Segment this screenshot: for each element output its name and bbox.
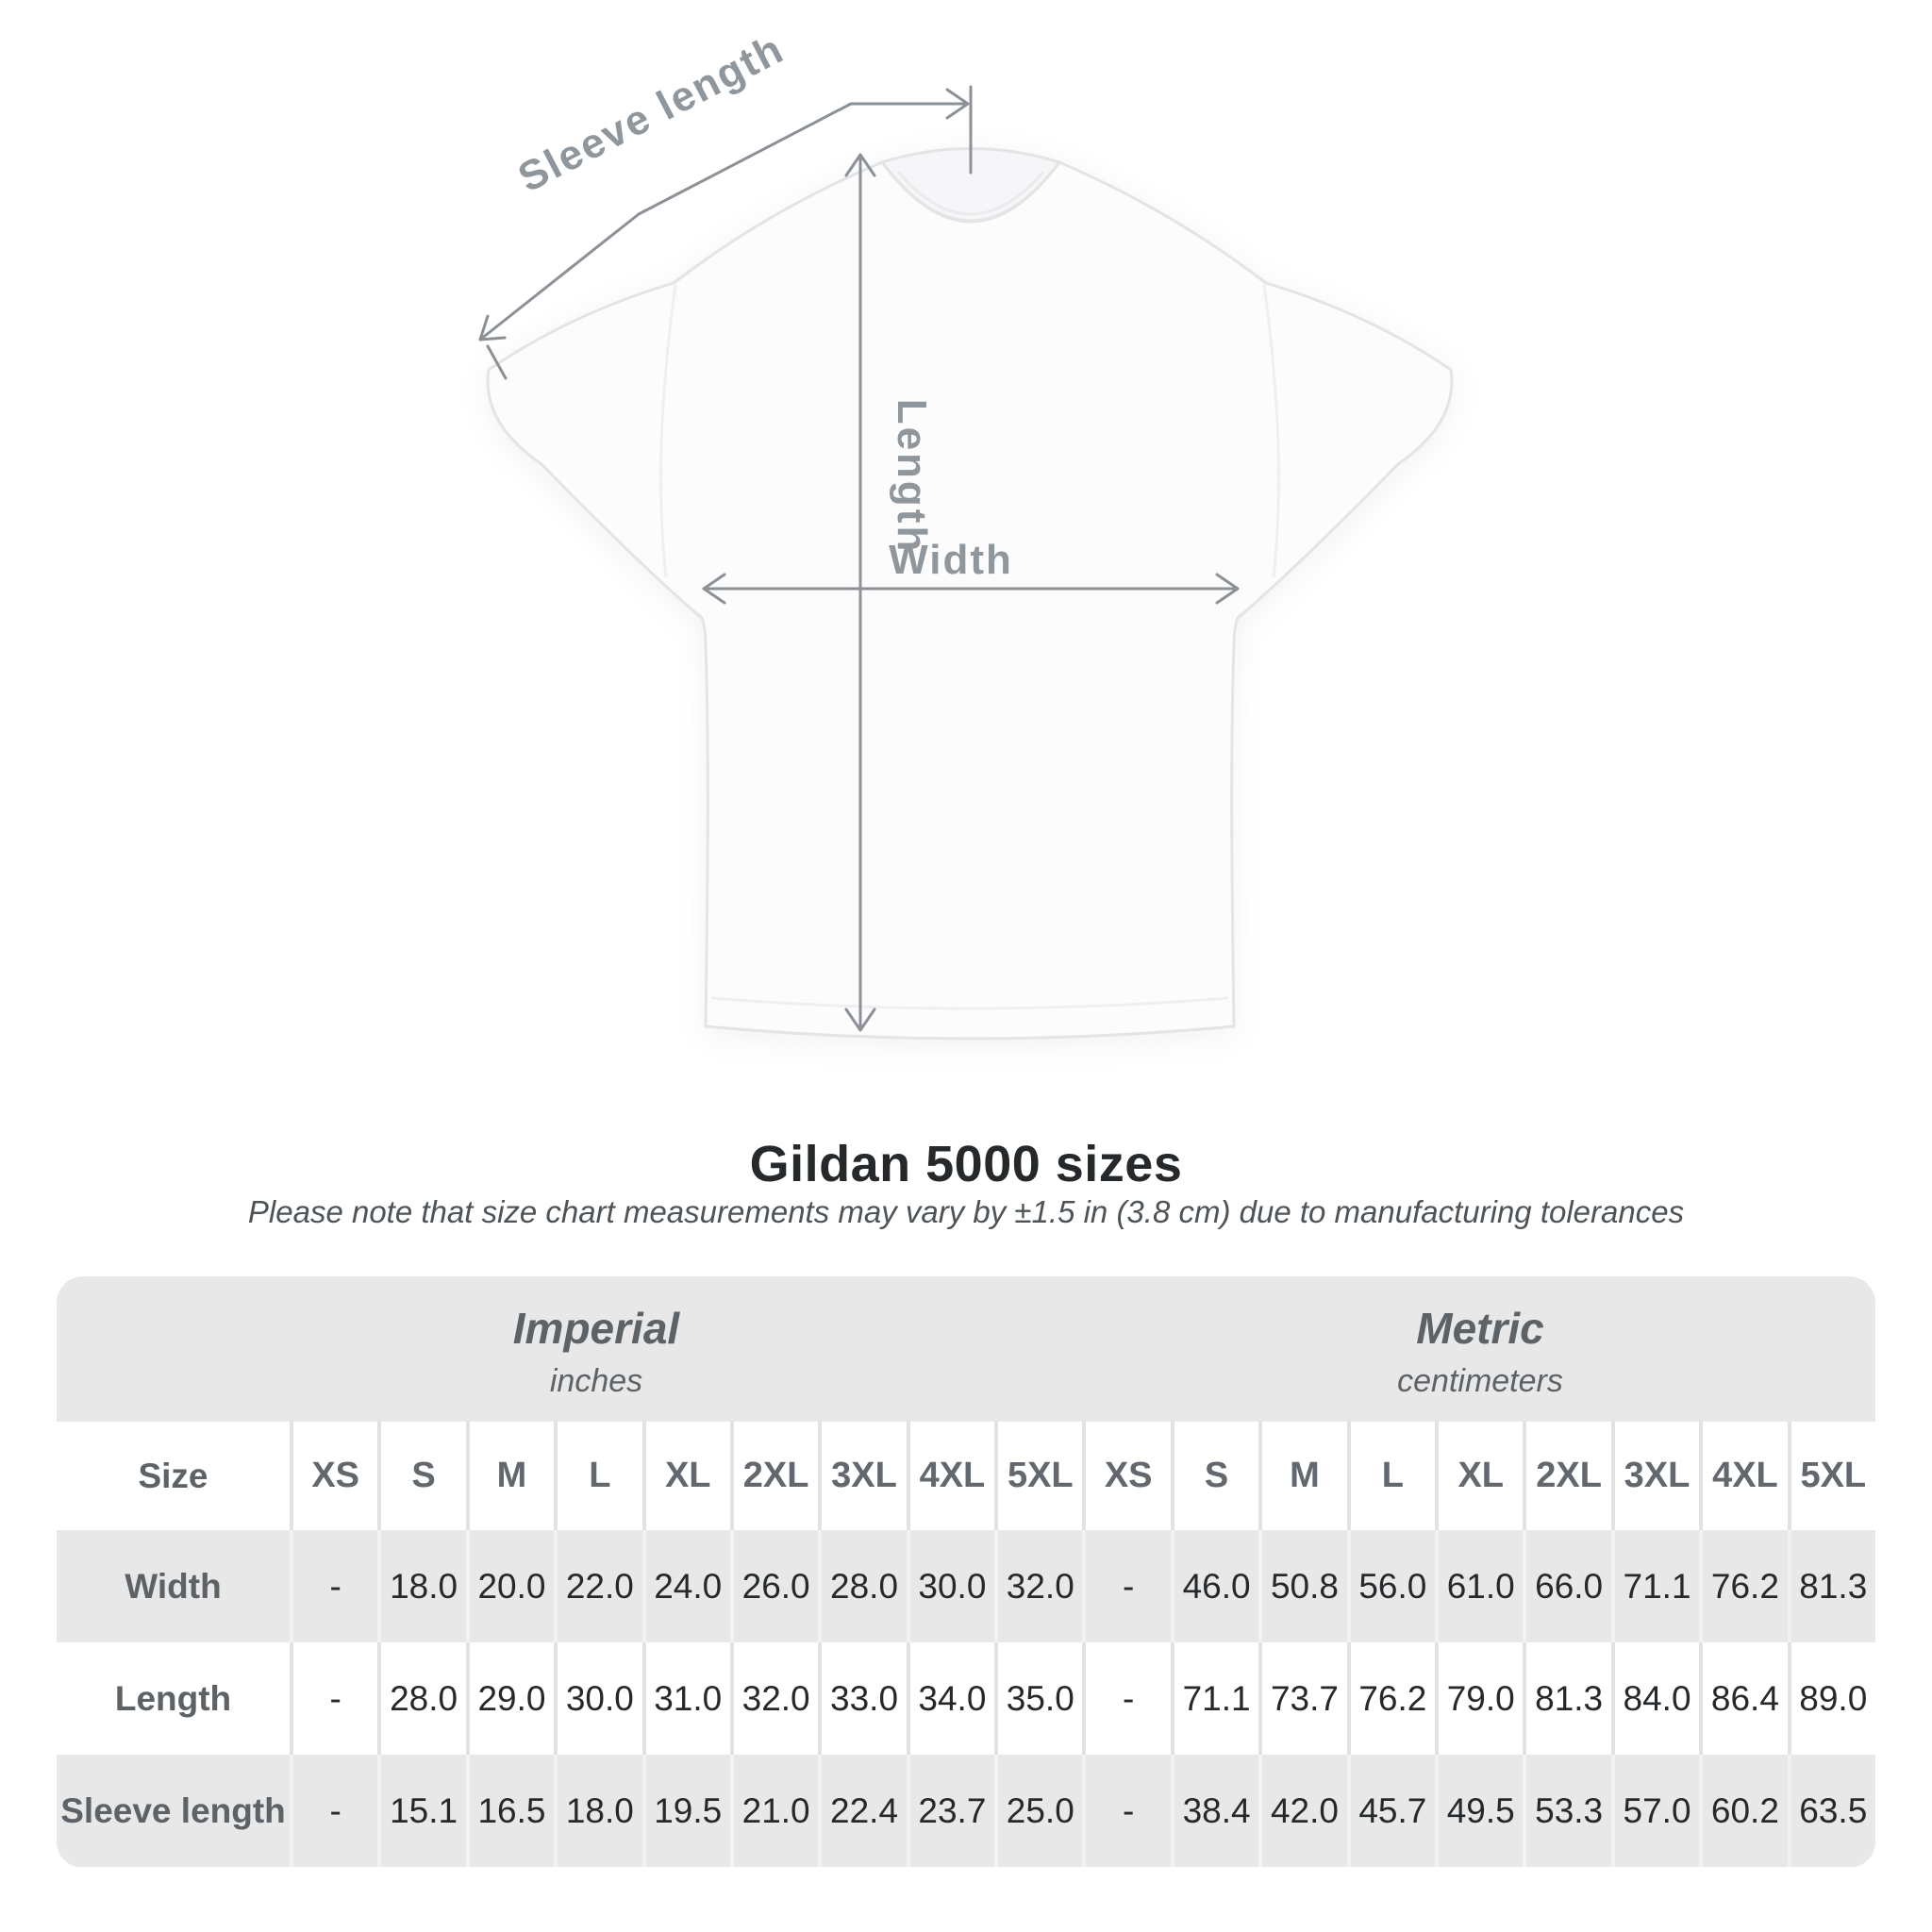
measurement-value: 56.0 [1347,1530,1435,1642]
measurement-value: 30.0 [554,1642,641,1755]
measurement-row-label: Width [125,1566,222,1606]
measurement-value: 34.0 [907,1642,994,1755]
size-column-head: S [1171,1422,1258,1530]
measurement-value: - [1082,1755,1170,1867]
measurement-value: 42.0 [1258,1755,1346,1867]
page-title: Gildan 5000 sizes [749,1136,1183,1192]
measurement-value: 71.1 [1611,1530,1699,1642]
size-column-head: L [554,1422,641,1530]
measurement-value: 35.0 [994,1642,1082,1755]
size-chart-table [57,1276,1875,1868]
measurement-value: - [1082,1642,1170,1755]
measurement-value: 28.0 [377,1642,465,1755]
measurement-value: 18.0 [377,1530,465,1642]
measurement-value: 84.0 [1611,1642,1699,1755]
measurement-value: 30.0 [907,1530,994,1642]
measurement-value: 76.2 [1699,1530,1787,1642]
size-column-head: 4XL [1699,1422,1787,1530]
size-column-head: XL [642,1422,730,1530]
size-column-head: 5XL [994,1422,1082,1530]
measurement-row-label: Length [114,1678,232,1718]
size-column-head: 2XL [1523,1422,1610,1530]
measurement-value: 81.3 [1788,1530,1875,1642]
measurement-value: 32.0 [994,1530,1082,1642]
measurement-value: 19.5 [642,1755,730,1867]
size-column-head: 2XL [730,1422,818,1530]
size-header-row [57,1422,1875,1530]
measurement-value: 28.0 [818,1530,906,1642]
unit-group-metric [1197,1303,1763,1400]
measurement-value: - [1082,1530,1170,1642]
measurement-value: - [290,1755,377,1867]
measurement-value: 23.7 [907,1755,994,1867]
measurement-value: - [290,1642,377,1755]
measurement-value: 63.5 [1788,1755,1875,1867]
measurement-value: 29.0 [466,1642,554,1755]
measurement-value: 86.4 [1699,1642,1787,1755]
size-column-head: XS [1082,1422,1170,1530]
metric-unit-label: centimeters [1397,1363,1563,1399]
measurement-value: 33.0 [818,1642,906,1755]
measurement-value: 61.0 [1435,1530,1523,1642]
measurement-value: 81.3 [1523,1642,1610,1755]
measurement-value: 79.0 [1435,1642,1523,1755]
measurement-value: 53.3 [1523,1755,1610,1867]
measurement-value: 20.0 [466,1530,554,1642]
measurement-value: 89.0 [1788,1642,1875,1755]
unit-header-band [57,1276,1875,1422]
width-label: Width [889,537,1013,583]
measurement-value: 26.0 [730,1530,818,1642]
measurement-value: 45.7 [1347,1755,1435,1867]
measurement-row-label: Sleeve length [60,1790,286,1830]
size-column-head: 5XL [1788,1422,1875,1530]
measurement-value: 60.2 [1699,1755,1787,1867]
measurement-value: 76.2 [1347,1642,1435,1755]
tolerance-note: Please note that size chart measurements may vary by ±1.5 in (3.8 cm) due to manufacturing tolerances [247,1194,1685,1229]
measurement-value: 50.8 [1258,1530,1346,1642]
unit-group-imperial [313,1303,879,1400]
size-column-head: M [466,1422,554,1530]
measurement-value: 73.7 [1258,1642,1346,1755]
tshirt-illustration [488,149,1452,1040]
measurement-value: 32.0 [730,1642,818,1755]
table-body [57,1530,1875,1867]
measurement-value: 16.5 [466,1755,554,1867]
tshirt-outline [488,149,1452,1040]
measurement-value: - [290,1530,377,1642]
measurement-value: 49.5 [1435,1755,1523,1867]
length-label: Length [889,398,935,555]
size-column-head: S [377,1422,465,1530]
measurement-value: 25.0 [994,1755,1082,1867]
measurement-value: 18.0 [554,1755,641,1867]
measurement-value: 71.1 [1171,1642,1258,1755]
metric-label: Metric [1416,1304,1544,1353]
measurement-row [57,1530,1875,1642]
measurement-row [57,1755,1875,1867]
measurement-row [57,1642,1875,1755]
imperial-unit-label: inches [549,1363,643,1399]
size-column-head: 4XL [907,1422,994,1530]
sleeve-length-label: Sleeve length [510,25,791,202]
measurement-value: 22.4 [818,1755,906,1867]
size-column-head: L [1347,1422,1435,1530]
size-column-header: Size [138,1456,208,1495]
imperial-label: Imperial [512,1304,680,1353]
measurement-value: 66.0 [1523,1530,1610,1642]
measurement-value: 31.0 [642,1642,730,1755]
measurement-value: 46.0 [1171,1530,1258,1642]
size-column-head: 3XL [818,1422,906,1530]
size-column-head: 3XL [1611,1422,1699,1530]
measurement-value: 38.4 [1171,1755,1258,1867]
size-column-head: XS [290,1422,377,1530]
measurement-value: 57.0 [1611,1755,1699,1867]
size-column-head: XL [1435,1422,1523,1530]
measurement-value: 24.0 [642,1530,730,1642]
measurement-value: 22.0 [554,1530,641,1642]
measurement-value: 21.0 [730,1755,818,1867]
measurement-value: 15.1 [377,1755,465,1867]
size-column-head: M [1258,1422,1346,1530]
